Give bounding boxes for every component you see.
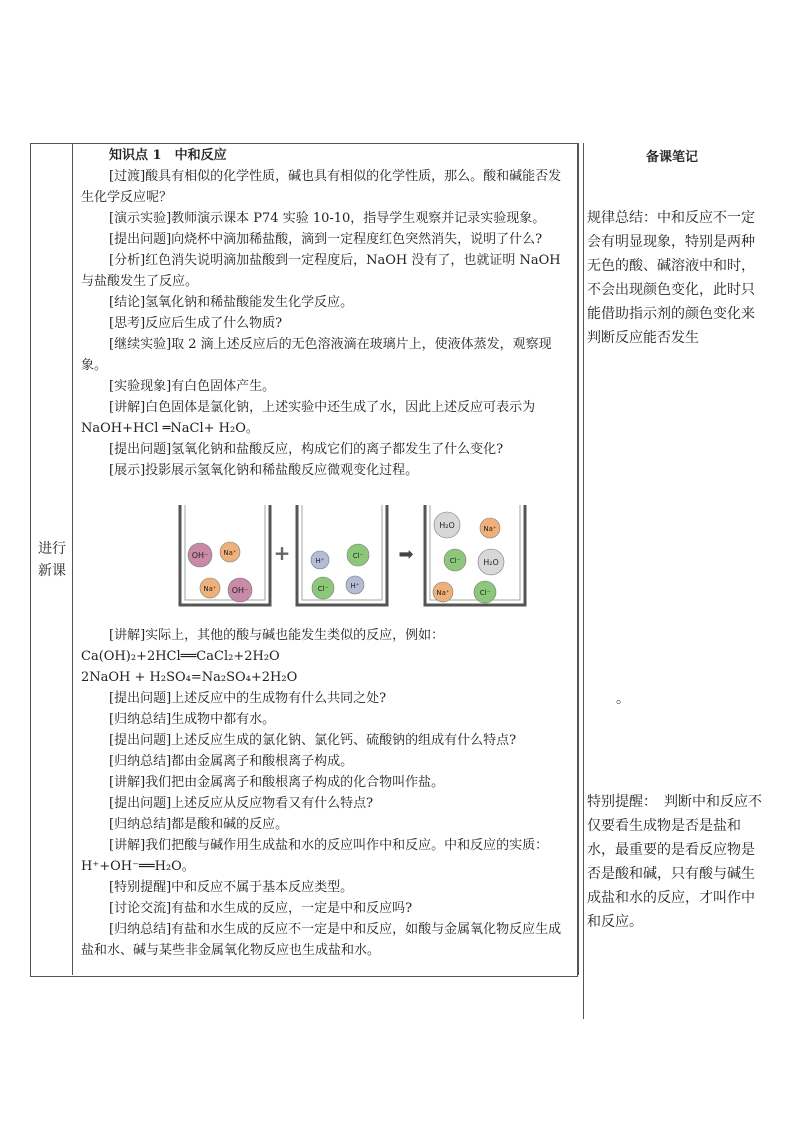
content-paragraph: [实验现象]有白色固体产生。 — [109, 379, 276, 394]
ion-label: OH⁻ — [231, 586, 249, 595]
lesson-content-continued — [81, 625, 571, 961]
beaker-hcl — [297, 505, 387, 605]
content-paragraph: [提出问题]氢氧化钠和盐酸反应，构成它们的离子都发生了什么变化? — [109, 442, 504, 457]
content-paragraph: [讲解]白色固体是氯化钠，上述实验中还生成了水，因此上述反应可表示为 NaOH+HCl ═NaCl+ H₂O。 — [81, 400, 536, 436]
content-paragraph: [结论]氢氧化钠和稀盐酸能发生化学反应。 — [109, 295, 354, 310]
notes-rule-summary — [587, 206, 763, 350]
ion-label: H⁺ — [350, 582, 360, 590]
content-paragraph: [讲解]我们把酸与碱作用生成盐和水的反应叫作中和反应。中和反应的实质：H⁺+OH⁻══H₂O。 — [81, 838, 549, 874]
ion-label: Na⁺ — [436, 589, 450, 597]
content-paragraph: [讲解]我们把由金属离子和酸根离子构成的化合物叫作盐。 — [109, 775, 445, 790]
content-paragraph: [演示实验]教师演示课本 P74 实验 10-10，指导学生观察并记录实验现象。 — [109, 211, 546, 226]
notes-text: 特别提醒： 判断中和反应不仅要看生成物是否是盐和水，最重要的是看反应物是否是酸和碱，只有酸与碱生成盐和水的反应，才叫作中和反应。 — [587, 794, 762, 930]
content-paragraph: [归纳总结]都是酸和碱的反应。 — [109, 817, 289, 832]
content-paragraph: 知识点 1 中和反应 — [109, 148, 227, 163]
content-paragraph: [归纳总结]生成物中都有水。 — [109, 712, 276, 727]
ion-label: Cl⁻ — [479, 589, 491, 597]
content-paragraph: [特别提醒]中和反应不属于基本反应类型。 — [109, 880, 354, 895]
reaction-diagram — [175, 500, 535, 615]
content-paragraph: [提出问题]上述反应从反应物看又有什么特点? — [109, 796, 374, 811]
notes-special-reminder — [587, 790, 763, 934]
notes-text: 规律总结：中和反应不一定会有明显现象，特别是两种无色的酸、碱溶液中和时，不会出现颜色变化，此时只能借助指示剂的颜色变化来判断反应能否发生 — [587, 210, 755, 346]
ion-label: Cl⁻ — [449, 557, 461, 565]
section-label — [32, 538, 72, 582]
content-paragraph: [提出问题]向烧杯中滴加稀盐酸，滴到一定程度红色突然消失，说明了什么? — [109, 232, 543, 247]
plus-sign: + — [273, 541, 291, 565]
ion-label: Cl⁻ — [352, 552, 364, 560]
arrow-icon: ➡ — [398, 544, 414, 565]
content-paragraph: Ca(OH)₂+2HCl══CaCl₂+2H₂O — [81, 649, 280, 664]
ion-label: H₂O — [439, 521, 455, 530]
content-paragraph: [分析]红色消失说明滴加盐酸到一定程度后，NaOH 没有了，也就证明 NaOH 与盐酸发生了反应。 — [81, 253, 561, 289]
section-label-line: 新课 — [38, 563, 66, 579]
notes-divider — [583, 143, 584, 1019]
content-paragraph: 2NaOH + H₂SO₄=Na₂SO₄+2H₂O — [81, 670, 298, 685]
lesson-content — [81, 145, 571, 481]
ion-label: OH⁻ — [191, 551, 209, 560]
notes-dot: 。 — [616, 691, 630, 707]
column-divider — [578, 143, 579, 975]
notes-header: 备课笔记 — [645, 150, 698, 165]
ion-label: Na⁺ — [203, 585, 217, 593]
ion-label: H₂O — [483, 558, 499, 567]
ion-label: Na⁺ — [223, 549, 237, 557]
ion-label: Na⁺ — [483, 525, 497, 533]
content-paragraph: [思考]反应后生成了什么物质? — [109, 316, 283, 331]
content-paragraph: [继续实验]取 2 滴上述反应后的无色溶液滴在玻璃片上，使液体蒸发，观察现象。 — [81, 337, 552, 373]
content-paragraph: [归纳总结]有盐和水生成的反应不一定是中和反应，如酸与金属氧化物反应生成盐和水、碱与某些非金属氧化物反应也生成盐和水。 — [81, 922, 562, 958]
section-label-line: 进行 — [38, 541, 66, 557]
content-paragraph: [讲解]实际上，其他的酸与碱也能发生类似的反应，例如： — [109, 628, 445, 643]
content-paragraph: [展示]投影展示氢氧化钠和稀盐酸反应微观变化过程。 — [109, 463, 419, 478]
content-paragraph: [提出问题]上述反应中的生成物有什么共同之处? — [109, 691, 387, 706]
column-divider — [72, 143, 73, 975]
content-paragraph: [讨论交流]有盐和水生成的反应，一定是中和反应吗? — [109, 901, 413, 916]
content-paragraph: [提出问题]上述反应生成的氯化钠、氯化钙、硫酸钠的组成有什么特点? — [109, 733, 517, 748]
content-paragraph: [归纳总结]都由金属离子和酸根离子构成。 — [109, 754, 354, 769]
ion-label: Cl⁻ — [317, 585, 329, 593]
ion-label: H⁺ — [315, 557, 325, 565]
content-paragraph: [过渡]酸具有相似的化学性质，碱也具有相似的化学性质，那么。酸和碱能否发生化学反应呢？ — [81, 169, 562, 205]
